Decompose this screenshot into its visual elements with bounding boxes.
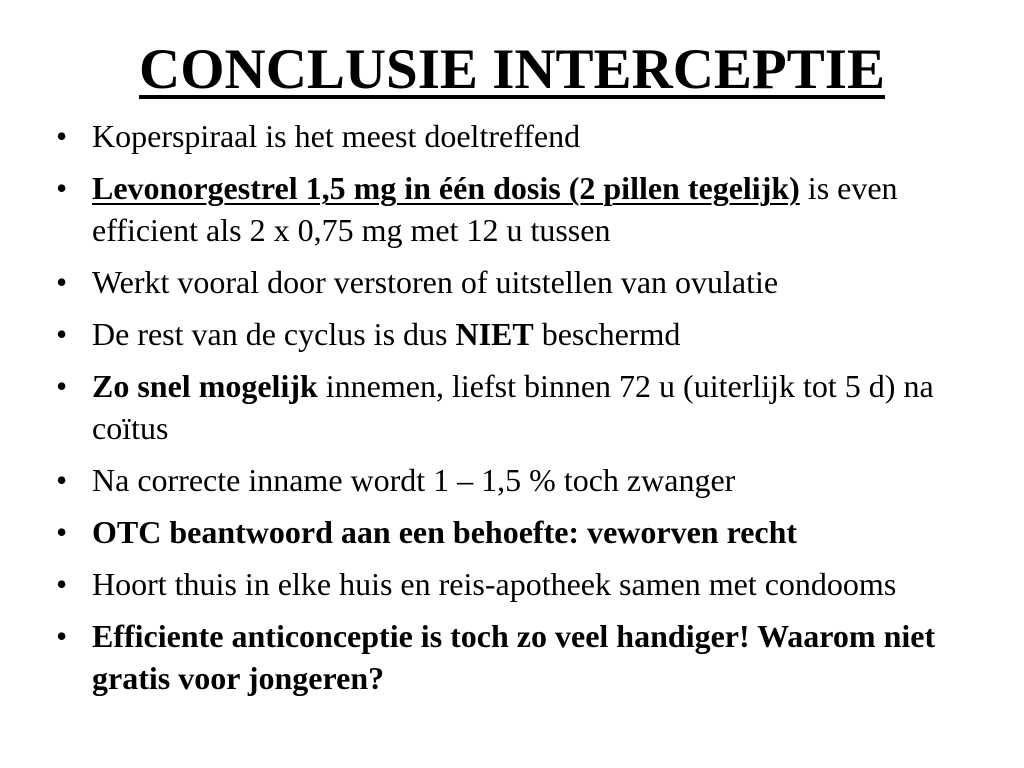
bullet-emphasis: NIET <box>455 316 534 352</box>
bullet-item-cycle-not-protected <box>56 313 986 355</box>
bullet-text: innemen, liefst binnen 72 u (uiterlijk tot 5 d) na coïtus <box>92 368 934 446</box>
bullet-icon: • <box>56 462 68 498</box>
bullet-item-levonorgestrel <box>56 167 986 251</box>
bullet-icon: • <box>56 368 68 404</box>
bullet-item-otc <box>56 511 986 553</box>
bullet-text: De rest van de cyclus is dus <box>92 316 456 352</box>
bullet-icon: • <box>56 316 68 352</box>
bullet-item-copper-iud <box>56 115 986 157</box>
bullet-text: Werkt vooral door verstoren of uitstellen van ovulatie <box>92 264 779 300</box>
bullet-list <box>56 115 986 699</box>
bullet-item-failure-rate <box>56 459 986 501</box>
bullet-icon: • <box>56 618 68 654</box>
bullet-text: Na correcte inname wordt 1 – 1,5 % toch zwanger <box>92 462 736 498</box>
bullet-text: is even efficient als 2 x 0,75 mg met 12 u tussen <box>92 170 898 248</box>
bullet-item-timing <box>56 365 986 449</box>
bullet-icon: • <box>56 514 68 550</box>
bullet-icon: • <box>56 566 68 602</box>
bullet-text: Efficiente anticonceptie is toch zo veel handiger! Waarom niet gratis voor jongeren? <box>92 618 936 696</box>
bullet-text: beschermd <box>533 316 681 352</box>
bullet-icon: • <box>56 170 68 206</box>
bullet-icon: • <box>56 118 68 154</box>
bullet-emphasis: Zo snel mogelijk <box>92 368 318 404</box>
slide-title <box>0 32 1024 108</box>
bullet-text: OTC beantwoord aan een behoefte: veworven recht <box>92 514 798 550</box>
bullet-text: Koperspiraal is het meest doeltreffend <box>92 118 581 154</box>
slide-title-text: CONCLUSIE INTERCEPTIE <box>139 38 885 101</box>
bullet-item-ovulation <box>56 261 986 303</box>
bullet-item-pharmacy <box>56 563 986 605</box>
bullet-item-free-contraception <box>56 615 986 699</box>
bullet-icon: • <box>56 264 68 300</box>
bullet-text: Hoort thuis in elke huis en reis-apotheek samen met condooms <box>92 566 897 602</box>
bullet-emphasis: Levonorgestrel 1,5 mg in één dosis (2 pillen tegelijk) <box>92 170 800 206</box>
